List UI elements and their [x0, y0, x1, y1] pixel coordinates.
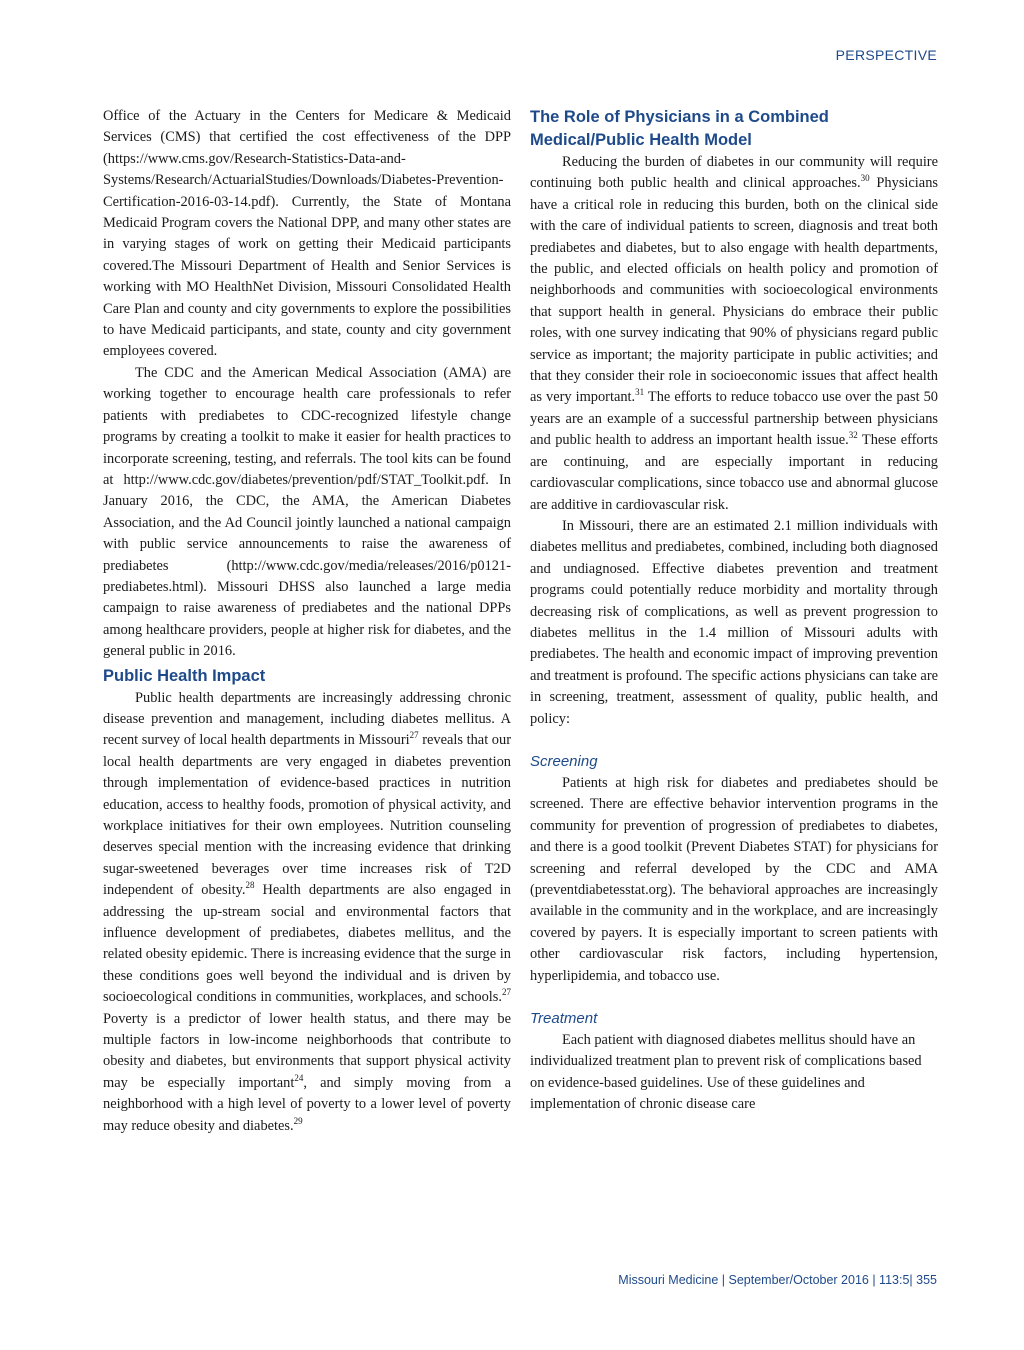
citation: 27 — [409, 730, 419, 741]
section-label: PERSPECTIVE — [835, 47, 937, 63]
citation: 31 — [635, 387, 645, 398]
left-column — [103, 106, 511, 1137]
subheading-screening: Screening — [530, 752, 598, 770]
citation: 27 — [502, 987, 511, 998]
paragraph: Patients at high risk for diabetes and prediabetes should be screened. There are effective behavior intervention programs in the community for prevention of progression of prediabetes to diabetes, and there is a good toolkit (Prevent Diabetes STAT) for physicians for screening and referral developed by the CDC and AMA (preventdiabetesstat.org). The behavioral approaches are increasingly available in the community and in the workplace, and are increasingly covered by payers. It is especially important to screen patients with other cardiovascular risk factors, including hypertension, hyperlipidemia, and tobacco use. — [530, 774, 938, 984]
citation: 30 — [860, 173, 870, 184]
paragraph: Public health departments are increasingly addressing chronic disease prevention and management, including diabetes mellitus. A recent survey of local health departments in Missouri$^{27}$ reveals that our local health departments are very engaged in diabetes prevention through implementation of evidence-based practices in nutrition education, access to healthy foods, promotion of physical activity, and workplace initiatives for their own employees. Nutrition counseling deserves special mention with the increasing evidence that drinking sugar-sweetened beverages over time increases risk of T2D independent of obesity.$^{28}$ Health departments are also engaged in addressing the up-stream social and environmental factors that influence development of prediabetes, diabetes mellitus, and the related obesity epidemic. There is increasing evidence that the surge in these conditions goes well beyond the individual and is driven by socioecological conditions in communities, workplaces, and schools.$^{27}$ Poverty is a predictor of lower health status, and there may be multiple factors in low-income neighborhoods that contribute to obesity and diabetes, but environments that support physical activity may be especially important$^{24}$, and simply moving from a neighborhood with a high level of poverty to a lower level of poverty may reduce obesity and diabetes.$^{29}$ — [103, 689, 511, 1134]
paragraph: In Missouri, there are an estimated 2.1 million individuals with diabetes mellitus and prediabetes, combined, including both diagnosed and undiagnosed. Effective diabetes prevention and treatment programs could potentially reduce morbidity and mortality through decreasing risk of complications, as well as prevent progression to diabetes mellitus in the 1.4 million of Missouri adults with prediabetes. The health and economic impact of improving prevention and treatment is profound. The specific actions physicians can take are in screening, treatment, assessment of quality, public health, and policy: — [530, 517, 938, 727]
page-footer: Missouri Medicine | September/October 2016 | 113:5| 355 — [618, 1273, 937, 1287]
paragraph: Each patient with diagnosed diabetes mellitus should have an individualized treatment plan to prevent risk of complications based on evidence-based guidelines. Use of these guidelines and implementation of chronic disease care — [530, 1032, 922, 1113]
subheading-treatment: Treatment — [530, 1010, 598, 1028]
citation: 29 — [293, 1115, 303, 1126]
section-heading-role-of-physicians: The Role of Physicians in a Combined Medical/Public Health Model — [530, 108, 829, 149]
paragraph: The CDC and the American Medical Association (AMA) are working together to encourage health care professionals to refer patients with prediabetes to CDC-recognized lifestyle change programs by creating a toolkit to make it easier for health practices to incorporate screening, testing, and referrals. The tool kits can be found at http://www.cdc.gov/diabetes/prevention/pdf/STAT_Toolkit.pdf. In January 2016, the CDC, the AMA, the American Diabetes Association, and the Ad Council jointly launched a national campaign with public service announcements to raise the awareness of prediabetes (http://www.cdc.gov/media/releases/2016/p0121-prediabetes.html). Missouri DHSS also launched a large media campaign to raise awareness of prediabetes and the national DPPs among healthcare providers, people at higher risk for diabetes, and the general public in 2016. — [103, 364, 511, 660]
paragraph: Office of the Actuary in the Centers for Medicare & Medicaid Services (CMS) that certified the cost effectiveness of the DPP (https://www.cms.gov/Research-Statistics-Data-and-Systems/Research/ActuarialStudies/Downloads/Diabetes-Prevention-Certification-2016-03-14.pdf). Currently, the State of Montana Medicaid Program covers the National DPP, and many other states are in varying stages of work on getting their Medicaid participants covered.The Missouri Department of Health and Senior Services is working with MO HealthNet Division, Missouri Consolidated Health Care Plan and county and city governments to explore the possibilities to have Medicaid participants, and state, county and city government employees covered. — [103, 108, 511, 360]
citation: 28 — [245, 880, 255, 891]
citation: 24 — [294, 1073, 304, 1084]
citation: 32 — [848, 430, 858, 441]
section-heading-public-health-impact: Public Health Impact — [103, 666, 266, 685]
right-column — [530, 106, 938, 1116]
paragraph: Reducing the burden of diabetes in our community will require continuing both public health and clinical approaches.$^{30}$ Physicians have a critical role in reducing this burden, both on the clinical side with the care of individual patients to screen, diagnosis and treat both prediabetes and diabetes, but to also engage with health departments, the public, and elected officials on health policy and promotion of neighborhoods and communities with socioecological environments that support health in general. Physicians do embrace their public roles, with one survey indicating that 90% of physicians regard public service as important; the majority participate in public activities; and that they consider their role in socioeconomic issues that affect health as very important.$^{31}$ The efforts to reduce tobacco use over the past 50 years are an example of a successful partnership between physicians and public health to address an important health issue.$^{32}$ These efforts are continuing, and are especially important in reducing cardiovascular complications, since tobacco use and abnormal glucose are additive in cardiovascular risk. — [530, 154, 938, 513]
